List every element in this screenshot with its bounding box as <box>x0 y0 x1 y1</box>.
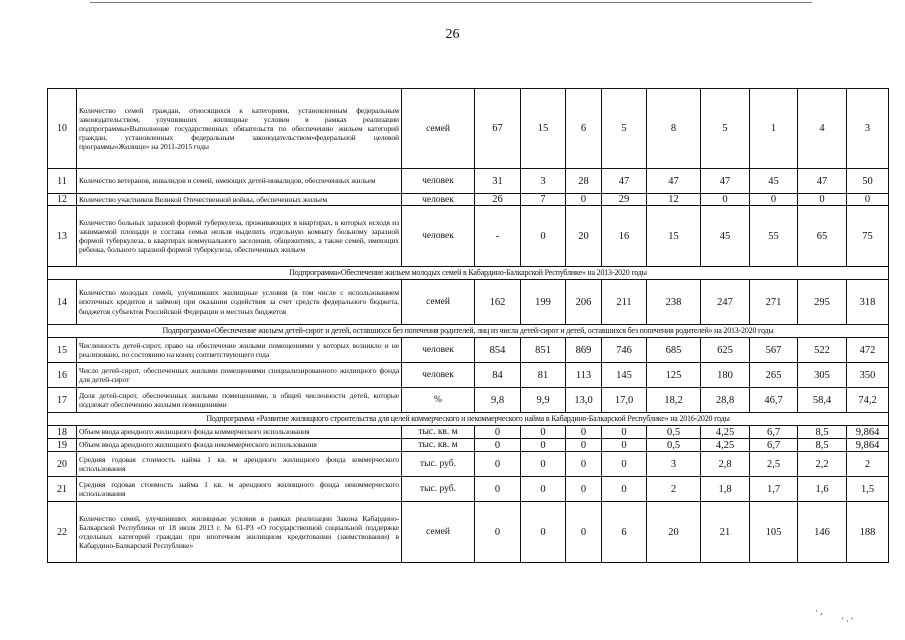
value-cell: 47 <box>798 169 847 194</box>
value-cell: 15 <box>647 206 701 267</box>
indicator-description: Количество семей граждан, относящихся к категориям, установленным федеральным законодательством, улучшивших жилищные условия в рамках реализации подпрограммы«Выполнение государственных обязательств по обеспечению жильем категорий граждан, установленных федеральным законодательством»федеральной целевой программы«Жилище» на 2011-2015 годы <box>77 89 402 169</box>
unit-cell: семей <box>402 502 475 563</box>
unit-cell: человек <box>402 363 475 388</box>
row-number: 19 <box>48 439 77 452</box>
table-row <box>48 477 889 502</box>
value-cell: 3 <box>521 169 566 194</box>
scan-marks: · , ' · ' <box>815 606 853 626</box>
value-cell: 0,5 <box>647 439 701 452</box>
table-body <box>48 89 889 563</box>
value-cell: 0 <box>475 439 521 452</box>
value-cell: 180 <box>701 363 750 388</box>
value-cell: 84 <box>475 363 521 388</box>
table-row <box>48 206 889 267</box>
value-cell: 4 <box>798 89 847 169</box>
value-cell: 28 <box>566 169 602 194</box>
row-number: 21 <box>48 477 77 502</box>
value-cell: 0 <box>566 426 602 439</box>
value-cell: 305 <box>798 363 847 388</box>
value-cell: 162 <box>475 280 521 325</box>
value-cell: 1,7 <box>750 477 798 502</box>
value-cell: 3 <box>647 452 701 477</box>
table-row <box>48 169 889 194</box>
value-cell: 2,5 <box>750 452 798 477</box>
value-cell: 4,25 <box>701 439 750 452</box>
row-number: 11 <box>48 169 77 194</box>
value-cell: 1 <box>750 89 798 169</box>
value-cell: 0 <box>602 439 647 452</box>
table-row <box>48 452 889 477</box>
indicator-description: Объем ввода арендного жилищного фонда некоммерческого использования <box>77 439 402 452</box>
value-cell: 74,2 <box>847 388 889 413</box>
indicator-description: Доля детей-сирот, обеспеченных жилыми помещениями, в общей численности детей, которые подлежат обеспечению жилыми помещениями <box>77 388 402 413</box>
value-cell: 1,8 <box>701 477 750 502</box>
value-cell: 28,8 <box>701 388 750 413</box>
value-cell: 6,7 <box>750 439 798 452</box>
top-rule <box>90 2 812 3</box>
indicator-description: Средняя годовая стоимость найма 1 кв. м арендного жилищного фонда коммерческого использования <box>77 452 402 477</box>
indicator-description: Число детей-сирот, обеспеченных жилыми помещениями специализированного жилищного фонда для детей-сирот <box>77 363 402 388</box>
page-number: 26 <box>445 27 460 42</box>
value-cell: 472 <box>847 338 889 363</box>
value-cell: 0 <box>521 477 566 502</box>
unit-cell: семей <box>402 280 475 325</box>
value-cell: 29 <box>602 194 647 206</box>
value-cell: 15 <box>521 89 566 169</box>
subprogram-header-row <box>48 325 889 338</box>
value-cell: 58,4 <box>798 388 847 413</box>
value-cell: 0 <box>798 194 847 206</box>
row-number: 10 <box>48 89 77 169</box>
indicator-description: Количество больных заразной формой туберкулеза, проживающих в квартирах, в которых исходя из занимаемой площади и состава семьи нельзя выделить отдельную комнату больному заразной формой туберкулеза, в квартирах коммунального заселения, общежитиях, а также семей, имеющих ребенка, больного заразной формой туберкулеза, обеспеченных жильем <box>77 206 402 267</box>
value-cell: 20 <box>566 206 602 267</box>
value-cell: 206 <box>566 280 602 325</box>
value-cell: 9,9 <box>521 388 566 413</box>
value-cell: 0,5 <box>647 426 701 439</box>
unit-cell: человек <box>402 169 475 194</box>
value-cell: 0 <box>521 502 566 563</box>
value-cell: 350 <box>847 363 889 388</box>
value-cell: 0 <box>602 426 647 439</box>
row-number: 14 <box>48 280 77 325</box>
table-row <box>48 194 889 206</box>
value-cell: 7 <box>521 194 566 206</box>
unit-cell: человек <box>402 206 475 267</box>
table-row <box>48 502 889 563</box>
subprogram-header-row <box>48 413 889 426</box>
value-cell: 55 <box>750 206 798 267</box>
indicator-description: Количество молодых семей, улучшивших жилищные условия (в том числе с использованием ипотечных кредитов и займов) при оказании содействия за счет средств федерального бюджета, бюджетов субъектов Российской Федерации и местных бюджетов <box>77 280 402 325</box>
value-cell: 0 <box>701 194 750 206</box>
unit-cell: человек <box>402 338 475 363</box>
row-number: 18 <box>48 426 77 439</box>
unit-cell: тыс. кв. м <box>402 439 475 452</box>
value-cell: 17,0 <box>602 388 647 413</box>
value-cell: 45 <box>701 206 750 267</box>
value-cell: 146 <box>798 502 847 563</box>
value-cell: 0 <box>521 426 566 439</box>
value-cell: 0 <box>521 206 566 267</box>
value-cell: 6 <box>566 89 602 169</box>
value-cell: 1,5 <box>847 477 889 502</box>
row-number: 16 <box>48 363 77 388</box>
value-cell: 0 <box>847 194 889 206</box>
value-cell: 0 <box>566 477 602 502</box>
value-cell: 265 <box>750 363 798 388</box>
value-cell: 851 <box>521 338 566 363</box>
value-cell: 47 <box>647 169 701 194</box>
value-cell: 45 <box>750 169 798 194</box>
value-cell: 685 <box>647 338 701 363</box>
value-cell: 16 <box>602 206 647 267</box>
value-cell: 0 <box>475 477 521 502</box>
value-cell: 3 <box>847 89 889 169</box>
unit-cell: семей <box>402 89 475 169</box>
value-cell: 125 <box>647 363 701 388</box>
value-cell: 0 <box>475 452 521 477</box>
value-cell: 6,7 <box>750 426 798 439</box>
value-cell: 113 <box>566 363 602 388</box>
table-row <box>48 89 889 169</box>
value-cell: 9,864 <box>847 426 889 439</box>
value-cell: 625 <box>701 338 750 363</box>
value-cell: 2,2 <box>798 452 847 477</box>
indicator-description: Численность детей-сирот, право на обеспечение жилыми помещениями у которых возникло и не реализовано, по состоянию на конец соответствующего года <box>77 338 402 363</box>
value-cell: 8 <box>647 89 701 169</box>
subprogram-title: Подпрограмма «Развитие жилищного строительства для целей коммерческого и некоммерческого найма в Кабардино-Балкарской Республике» на 2016-2020 годы <box>48 413 889 426</box>
value-cell: 21 <box>701 502 750 563</box>
value-cell: 8,5 <box>798 426 847 439</box>
unit-cell: тыс. руб. <box>402 452 475 477</box>
table-row <box>48 280 889 325</box>
value-cell: 0 <box>475 426 521 439</box>
value-cell: 238 <box>647 280 701 325</box>
table-row <box>48 439 889 452</box>
row-number: 17 <box>48 388 77 413</box>
value-cell: 6 <box>602 502 647 563</box>
value-cell: 0 <box>521 452 566 477</box>
value-cell: 50 <box>847 169 889 194</box>
indicators-table <box>47 88 889 563</box>
table-row <box>48 426 889 439</box>
value-cell: 20 <box>647 502 701 563</box>
unit-cell: % <box>402 388 475 413</box>
row-number: 20 <box>48 452 77 477</box>
value-cell: 47 <box>602 169 647 194</box>
unit-cell: тыс. руб. <box>402 477 475 502</box>
value-cell: 65 <box>798 206 847 267</box>
indicator-description: Средняя годовая стоимость найма 1 кв. м арендного жилищного фонда некоммерческого использования <box>77 477 402 502</box>
subprogram-title: Подпрограмма«Обеспечение жильем молодых семей в Кабардино-Балкарской Республике» на 2013-2020 годы <box>48 267 889 280</box>
value-cell: 0 <box>566 194 602 206</box>
value-cell: 75 <box>847 206 889 267</box>
value-cell: 567 <box>750 338 798 363</box>
value-cell: 5 <box>701 89 750 169</box>
value-cell: 0 <box>602 477 647 502</box>
value-cell: 2 <box>647 477 701 502</box>
value-cell: 8,5 <box>798 439 847 452</box>
value-cell: 12 <box>647 194 701 206</box>
value-cell: 0 <box>566 502 602 563</box>
row-number: 12 <box>48 194 77 206</box>
indicator-description: Количество семей, улучшивших жилищные условия в рамках реализации Закона Кабардино-Балкарской Республики от 18 июля 2013 г. № 61-РЗ «О государственной социальной поддержке отдельных категорий граждан при ипотечном жилищном кредитовании (заимствовании) в Кабардино-Балкарской Республике» <box>77 502 402 563</box>
value-cell: 0 <box>602 452 647 477</box>
value-cell: 0 <box>566 452 602 477</box>
value-cell: 0 <box>475 502 521 563</box>
value-cell: - <box>475 206 521 267</box>
value-cell: 4,25 <box>701 426 750 439</box>
value-cell: 13,0 <box>566 388 602 413</box>
value-cell: 47 <box>701 169 750 194</box>
value-cell: 188 <box>847 502 889 563</box>
row-number: 13 <box>48 206 77 267</box>
value-cell: 18,2 <box>647 388 701 413</box>
value-cell: 9,864 <box>847 439 889 452</box>
value-cell: 105 <box>750 502 798 563</box>
value-cell: 0 <box>750 194 798 206</box>
value-cell: 5 <box>602 89 647 169</box>
indicator-description: Количество ветеранов, инвалидов и семей, имеющих детей-инвалидов, обеспеченных жильем <box>77 169 402 194</box>
table-row <box>48 388 889 413</box>
value-cell: 318 <box>847 280 889 325</box>
row-number: 22 <box>48 502 77 563</box>
subprogram-header-row <box>48 267 889 280</box>
value-cell: 67 <box>475 89 521 169</box>
value-cell: 522 <box>798 338 847 363</box>
value-cell: 31 <box>475 169 521 194</box>
value-cell: 9,8 <box>475 388 521 413</box>
table-row <box>48 363 889 388</box>
value-cell: 81 <box>521 363 566 388</box>
value-cell: 211 <box>602 280 647 325</box>
unit-cell: тыс. кв. м <box>402 426 475 439</box>
value-cell: 1,6 <box>798 477 847 502</box>
value-cell: 869 <box>566 338 602 363</box>
value-cell: 295 <box>798 280 847 325</box>
unit-cell: человек <box>402 194 475 206</box>
value-cell: 271 <box>750 280 798 325</box>
value-cell: 247 <box>701 280 750 325</box>
subprogram-title: Подпрограмма«Обеспечение жильем детей-сирот и детей, оставшихся без попечения родителей, лиц из числа детей-сирот и детей, оставшихся без попечения родителей» на 2013-2020 годы <box>48 325 889 338</box>
value-cell: 26 <box>475 194 521 206</box>
value-cell: 2,8 <box>701 452 750 477</box>
indicator-description: Количество участников Великой Отечественной войны, обеспеченных жильем <box>77 194 402 206</box>
value-cell: 145 <box>602 363 647 388</box>
row-number: 15 <box>48 338 77 363</box>
value-cell: 854 <box>475 338 521 363</box>
indicator-description: Объем ввода арендного жилищного фонда коммерческого использования <box>77 426 402 439</box>
value-cell: 2 <box>847 452 889 477</box>
value-cell: 746 <box>602 338 647 363</box>
value-cell: 0 <box>521 439 566 452</box>
value-cell: 199 <box>521 280 566 325</box>
value-cell: 46,7 <box>750 388 798 413</box>
table-row <box>48 338 889 363</box>
value-cell: 0 <box>566 439 602 452</box>
